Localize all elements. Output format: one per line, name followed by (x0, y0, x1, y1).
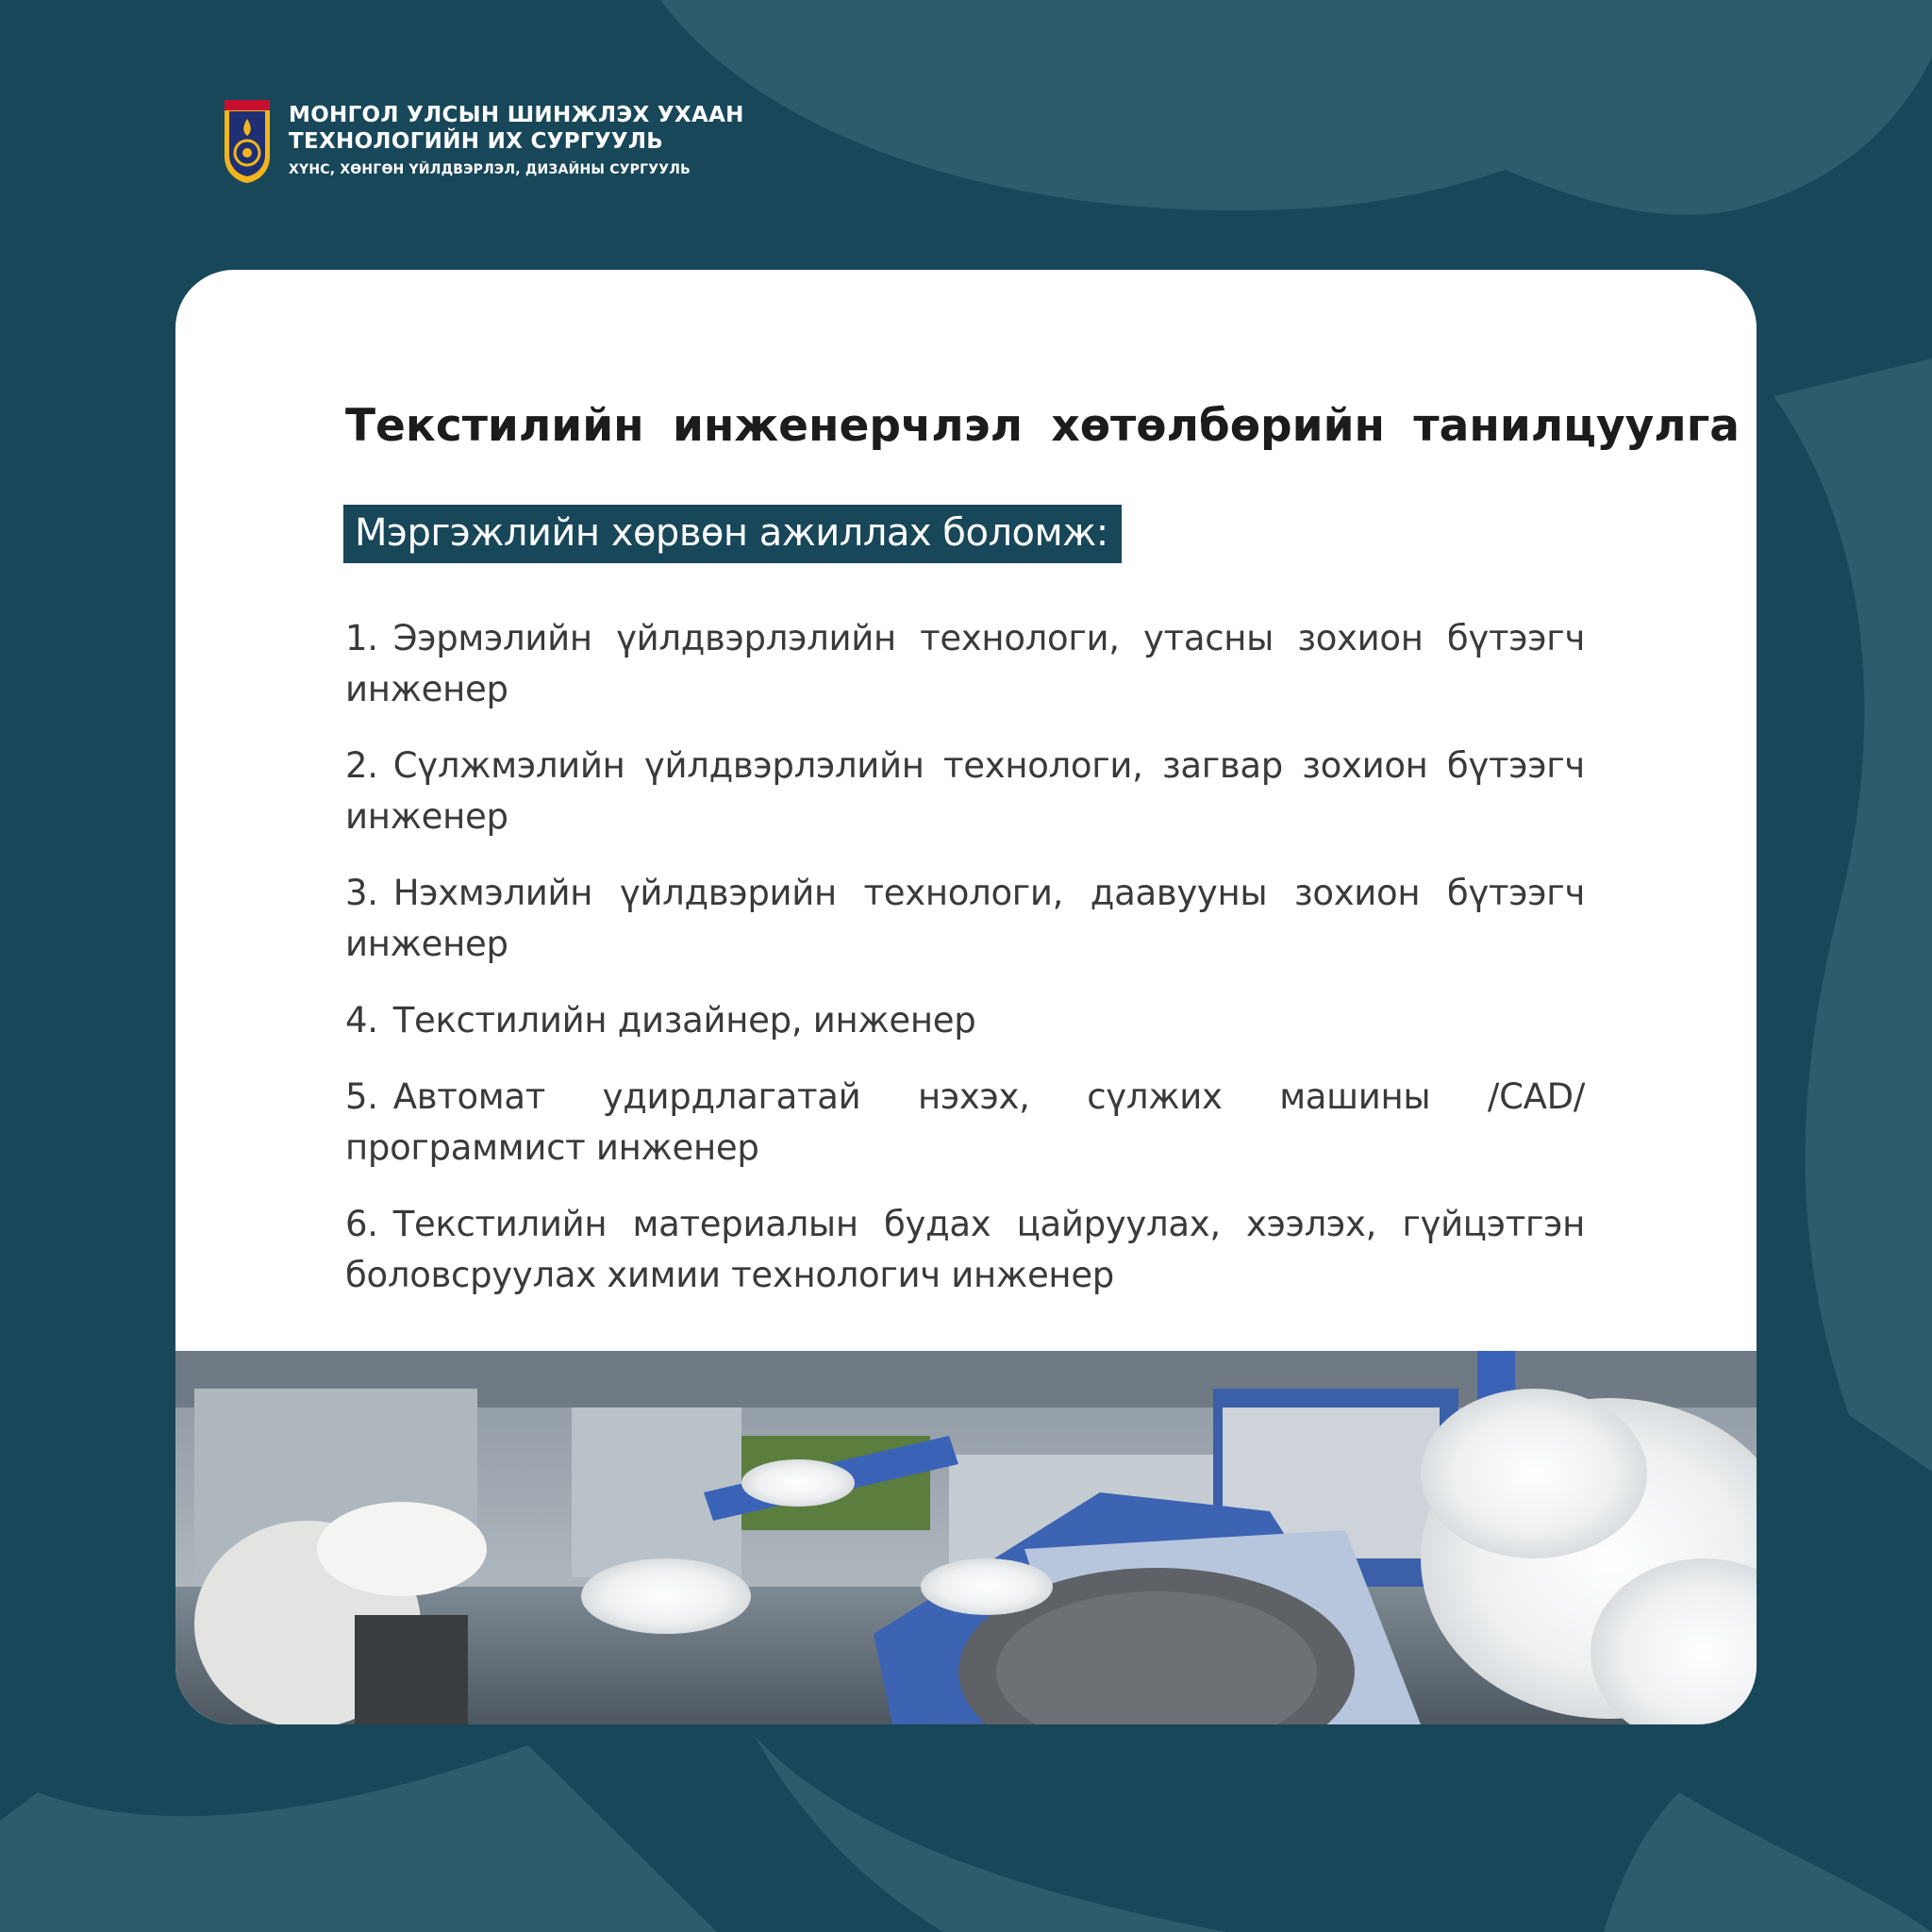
list-item-text: Ээрмэлийн үйлдвэрлэлийн технологи, утасны зохион бүтээгч инженер (345, 618, 1585, 709)
list-item (345, 741, 1585, 842)
list-item (345, 995, 1585, 1046)
list-item (345, 1199, 1585, 1301)
list-item (345, 613, 1585, 715)
page-title: Текстилийн инженерчлэл хөтөлбөрийн танилцуулга (345, 400, 1740, 452)
list-item-number: 5. (345, 1076, 378, 1117)
list-item (345, 1072, 1585, 1174)
list-item-text: Сүлжмэлийн үйлдвэрлэлийн технологи, загвар зохион бүтээгч инженер (345, 745, 1585, 837)
textile-factory-photo (175, 1351, 1757, 1724)
list-item-number: 4. (345, 1000, 378, 1041)
university-emblem-icon (223, 98, 272, 185)
list-item-number: 2. (345, 745, 378, 786)
list-item-text: Текстилийн дизайнер, инженер (392, 1000, 976, 1041)
school-name: ХҮНС, ХӨНГӨН ҮЙЛДВЭРЛЭЛ, ДИЗАЙНЫ СУРГУУЛЬ (289, 162, 691, 177)
list-item-number: 1. (345, 618, 378, 658)
list-item-text: Текстилийн материалын будах цайруулах, хээлэх, гүйцэтгэн боловсруулах химии технологич инженер (345, 1204, 1585, 1295)
university-header (223, 98, 744, 185)
list-item-text: Автомат удирдлагатай нэхэх, сүлжих машины /CAD/ программист инженер (345, 1076, 1585, 1168)
section-heading: Мэргэжлийн хөрвөн ажиллах боломж: (343, 505, 1122, 563)
list-item-text: Нэхмэлийн үйлдвэрийн технологи, даавууны зохион бүтээгч инженер (345, 873, 1585, 964)
career-list (345, 613, 1585, 1326)
content-card (175, 270, 1757, 1724)
list-item-number: 3. (345, 873, 378, 913)
university-name-line-2: ТЕХНОЛОГИЙН ИХ СУРГУУЛЬ (289, 129, 664, 154)
list-item-number: 6. (345, 1204, 378, 1244)
list-item (345, 868, 1585, 970)
university-name-line-1: МОНГОЛ УЛСЫН ШИНЖЛЭХ УХААН (289, 103, 744, 127)
